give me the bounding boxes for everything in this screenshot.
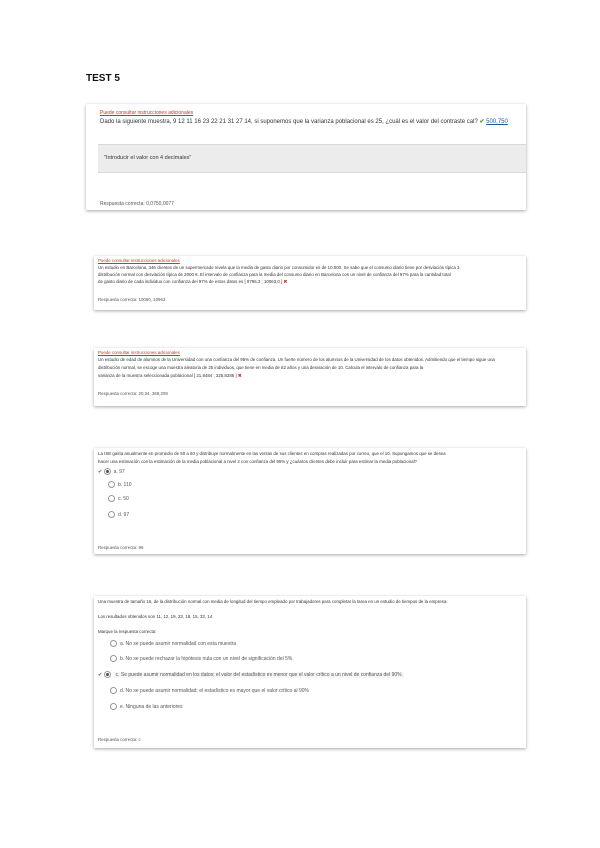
option-a[interactable]: a. No se puede asumir normalidad con esta muestra <box>110 640 236 648</box>
question-data: Los resultados obtenidos son 11, 12, 19, 23, 18, 15, 33, 14 <box>98 614 213 619</box>
question-card-1 <box>86 104 526 210</box>
correct-answer: Respuesta correcta: 0,0750,0077 <box>100 201 174 207</box>
correct-check-icon: ✔ <box>479 119 485 125</box>
option-e[interactable]: e. Ninguna de las anteriores <box>110 703 183 711</box>
wrong-x-icon: ✖ <box>283 279 288 284</box>
question-line: Una muestra de tamaño 16, de la distribución normal con media de longitud del tiempo empleado por trabajadores para completar la tarea en un estudio de tiempos de la empresa. <box>98 599 448 604</box>
radio-button[interactable] <box>110 640 117 647</box>
option-c[interactable]: c. 50 <box>108 495 129 503</box>
radio-button[interactable] <box>110 687 117 694</box>
mark-label: Marque la respuesta correcta: <box>98 629 157 634</box>
option-d[interactable]: d. No se puede asumir normalidad; el estadístico es mayor que el valor crítico al 90% <box>110 687 309 695</box>
input-hint: "Introducir el valor con 4 decimales" <box>104 155 192 161</box>
question-card-2 <box>94 256 526 310</box>
question-text: Dado la siguiente muestra, 9 12 11 16 23 22 21 31 27 14, si suponemos que la varianza poblacional es 25, ¿cuál es el valor del contraste cal? ✔ 500,750 <box>100 119 508 125</box>
correct-check-icon: ✔ <box>98 672 103 678</box>
question-line: distribución normal, se escoge una muestra aleatoria de 25 individuos, que tiene en media de 62 años y una desviación de 10. Calcula el intervalo de confianza para la <box>98 365 424 370</box>
radio-button[interactable] <box>110 655 117 662</box>
radio-button[interactable] <box>108 481 115 488</box>
option-b[interactable]: b. 110 <box>108 481 132 489</box>
radio-button[interactable] <box>104 671 111 678</box>
question-line: distribución normal con desviación típica de 2000 €. El intervalo de confianza para la media del consumo diario en Barcelona con un nivel de confianza del 97% para la cantidad total <box>98 272 451 277</box>
radio-button[interactable] <box>108 511 115 518</box>
answer-input-area[interactable] <box>98 144 526 173</box>
radio-button[interactable] <box>108 495 115 502</box>
question-line: hacer una estimación con la estimación de la media poblacional a nivel 2 con confianza del 95% y ¿cuántos clientes debe incluir para estimar la media poblacional? <box>98 459 417 464</box>
correct-answer: Respuesta correcta: 10060, 10963 <box>98 297 166 302</box>
answer-value: 500,750 <box>486 119 508 125</box>
correct-answer: Respuesta correcta: 96 <box>98 545 144 550</box>
question-line: La ISE gasta anualmente en promedio de 50 a 60 y distribuye normalmente en las ventas de sus clientes en compras realizadas por correo, que el 10. Supongamos que se desea <box>98 451 446 456</box>
correct-answer: Respuesta correcta: c <box>98 737 141 742</box>
question-line: varianza de la muestra seleccionada poblacional [ 21,8484 ; 325,8286 ] ✖ <box>98 373 242 378</box>
correct-check-icon: ✔ <box>98 469 103 475</box>
instructions-link[interactable]: Puede consultar instrucciones adicionales <box>98 350 180 355</box>
option-c[interactable]: ✔ c. Se puede asumir normalidad en los datos; el valor del estadístico es menor que el valor crítico a un nivel de confianza del 90% <box>98 672 402 678</box>
instructions-link[interactable]: Puede consultar instrucciones adicionales <box>100 110 194 116</box>
question-line: Un estudio de edad de alumnos de la Universidad con una confianza del 95% de confianza. Un fuerte número de los alumnos de la Universidad de los datos obtenidos. Admitiendo que el tiempo sigue una <box>98 357 495 362</box>
radio-button[interactable] <box>104 468 111 475</box>
option-d[interactable]: d. 97 <box>108 511 129 519</box>
correct-answer: Respuesta correcta: 20,34, 369,208 <box>98 391 168 396</box>
question-card-3 <box>94 348 526 406</box>
radio-button[interactable] <box>110 703 117 710</box>
page-title: TEST 5 <box>86 73 120 84</box>
question-line: Un estudio en Barcelona, 346 clientes de un supermercado revela que la media de gasto diario por consumidor es de 10.000. Se sabe que el consumo diario tiene por desviación típica 3. <box>98 265 461 270</box>
wrong-x-icon: ✖ <box>237 373 242 378</box>
question-card-4 <box>94 448 526 554</box>
option-b[interactable]: b. No se puede rechazar la hipótesis nula con un nivel de significación del 5% <box>110 655 292 663</box>
question-line: de gasto diario de cada individuo con confianza del 97% de estos datos es [ 9796,3 ; 10063,0 ] ✖ <box>98 279 288 284</box>
option-a[interactable]: ✔ a. 97 <box>98 469 125 475</box>
instructions-link[interactable]: Puede consultar instrucciones adicionales <box>98 258 180 263</box>
question-card-5 <box>94 596 526 748</box>
